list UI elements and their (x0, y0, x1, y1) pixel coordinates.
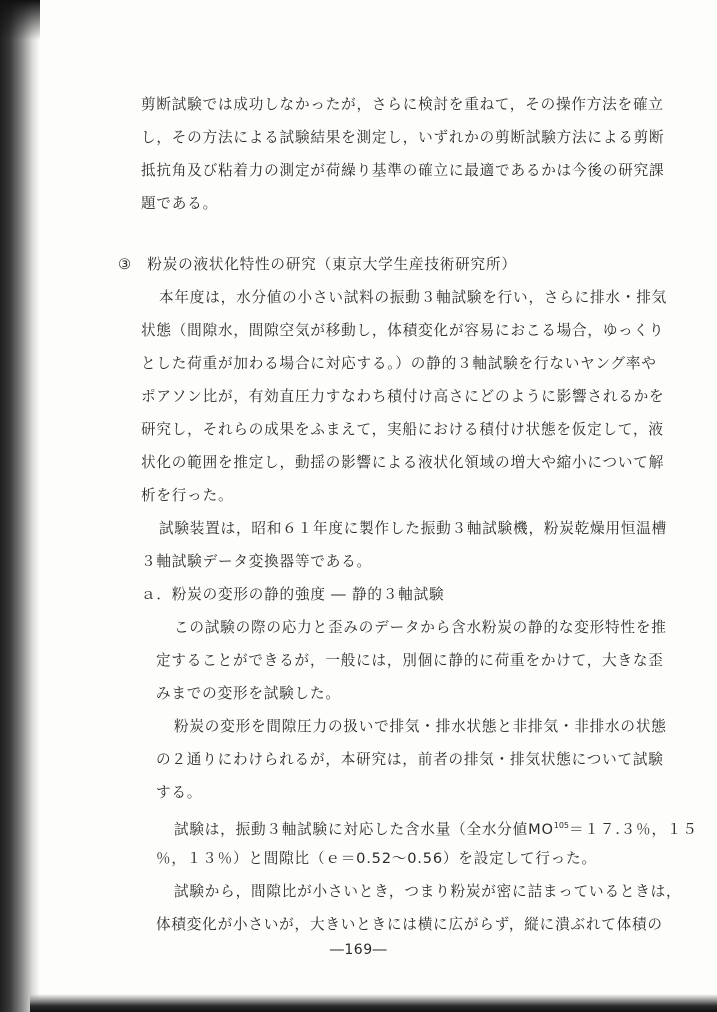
text-line-22 (174, 817, 698, 839)
text-line-2: し，その方法による試験結果を測定し，いずれかの剪断試験方法による剪断 (141, 129, 665, 146)
moisture-value: ＝１７.３％，１５ (569, 821, 698, 838)
text-line-14: ３軸試験データ変換器等である。 (141, 553, 372, 570)
page-number: ―169― (329, 942, 388, 958)
text-line-16: この試験の際の応力と歪みのデータから含水粉炭の静的な変形特性を推 (174, 619, 667, 636)
text-line-1: 剪断試験では成功しなかったが，さらに検討を重ねて，その操作方法を確立 (141, 96, 664, 113)
text-line-11: 状化の範囲を推定し，動揺の影響による液状化領域の増大や縮小について解 (141, 454, 665, 471)
moisture-label: MO (528, 821, 554, 838)
text-line-4: 題である。 (141, 195, 218, 212)
text-line-8: とした荷重が加わる場合に対応する。）の静的３軸試験を行ないヤング率や (141, 355, 657, 372)
text-line-21: する。 (156, 784, 203, 801)
moisture-superscript: 105 (553, 821, 570, 830)
text-line-7: 状態（間隙水，間隙空気が移動し，体積変化が容易におこる場合，ゆっくり (141, 322, 665, 339)
text-line-19: 粉炭の変形を間隙圧力の扱いで排気・排水状態と非排気・非排水の状態 (174, 718, 667, 735)
bottom-scan-edge (30, 994, 717, 1012)
subsection-heading: ａ．粉炭の変形の静的強度 ― 静的３軸試験 (141, 586, 445, 603)
binding-shadow (0, 0, 40, 1012)
text-line-23: ％，１３％）と間隙比（ｅ＝0.52～0.56）を設定して行った。 (156, 850, 597, 867)
text-line-20: の２通りにわけられるが，本研究は，前者の排気・排気状態について試験 (156, 751, 664, 768)
text-line-9: ポアソン比が，有効直圧力すなわち積付け高さにどのように影響されるかを (141, 388, 665, 405)
text-line-6: 本年度は，水分値の小さい試料の振動３軸試験を行い，さらに排水・排気 (159, 289, 667, 306)
text-line-13: 試験装置は，昭和６１年度に製作した振動３軸試験機，粉炭乾燥用恒温槽 (159, 520, 667, 537)
text-line-12: 析を行った。 (141, 487, 234, 504)
text-line-10: 研究し，それらの成果をふまえて，実船における積付け状態を仮定して，液 (141, 421, 664, 438)
text-line-3: 抵抗角及び粘着力の測定が荷繰り基準の確立に最適であるかは今後の研究課 (141, 162, 665, 179)
text-line-22-start: 試験は，振動３軸試験に対応した含水量（全水分値 (174, 821, 529, 838)
section-heading: ③ 粉炭の液状化特性の研究（東京大学生産技術研究所） (118, 256, 517, 273)
binding-top-shadow (0, 0, 40, 40)
text-line-25: 体積変化が小さいが，大きいときには横に広がらず，縦に潰ぶれて体積の (156, 916, 663, 933)
text-line-18: みまでの変形を試験した。 (156, 685, 341, 702)
text-line-17: 定することができるが，一般には，別個に静的に荷重をかけて，大きな歪 (156, 652, 664, 669)
text-line-24: 試験から，間隙比が小さいとき，つまり粉炭が密に詰まっているときは， (174, 883, 682, 900)
